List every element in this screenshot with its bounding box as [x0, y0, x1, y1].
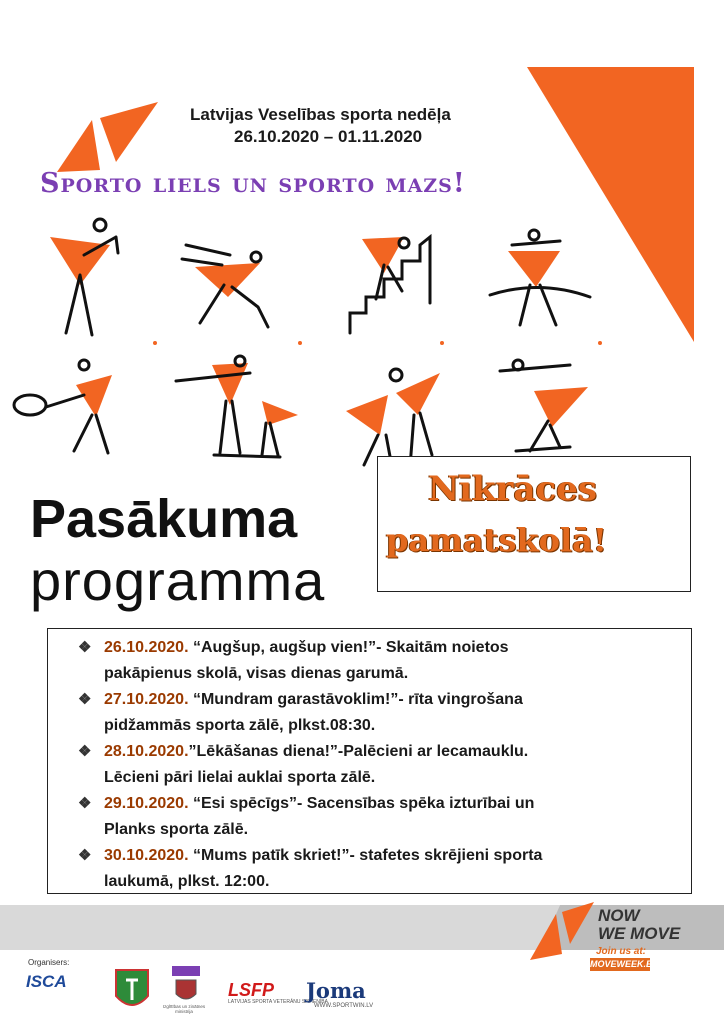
program-date: 26.10.2020. — [104, 639, 189, 656]
program-item — [78, 687, 681, 739]
lsfp-caption: LATVIJAS SPORTA VETERĀNU SAVIENĪBA — [228, 999, 328, 1005]
program-text-line2: pidžammās sporta zālē, plkst.08:30. — [104, 717, 376, 734]
event-title: Latvijas Veselības sporta nedēļa — [190, 105, 451, 124]
program-item — [78, 791, 681, 843]
isca-logo: ISCA — [26, 972, 67, 991]
moveweek-line1: NOW — [598, 906, 640, 925]
figure-skateboarder — [500, 360, 588, 451]
slogan: Sporto liels un sporto mazs! — [40, 168, 466, 199]
diamond-bullet-icon: ❖ — [78, 743, 92, 760]
figure-balance — [490, 230, 590, 325]
diamond-bullet-icon: ❖ — [78, 639, 92, 656]
school-box — [377, 456, 691, 592]
school-name-line2: pamatskolā! — [386, 521, 607, 559]
diamond-bullet-icon: ❖ — [78, 691, 92, 708]
program-date: 27.10.2020. — [104, 691, 189, 708]
program-title — [30, 488, 325, 612]
program-text: “Mums patīk skriet!”- stafetes skrējieni sporta — [188, 847, 543, 864]
program-list — [47, 628, 692, 894]
school-name-line1: Nīkrāces — [428, 469, 597, 509]
figure-skaters — [176, 356, 298, 457]
diamond-bullet-icon: ❖ — [78, 847, 92, 864]
program-text-line2: laukumā, plkst. 12:00. — [104, 873, 270, 890]
figure-tennis-player — [14, 360, 112, 453]
program-item — [78, 843, 681, 895]
program-text-line2: pakāpienus skolā, visas dienas garumā. — [104, 665, 409, 682]
ministry-coat-of-arms-icon — [166, 966, 206, 1004]
event-dates: 26.10.2020 – 01.11.2020 — [234, 127, 423, 146]
diamond-bullet-icon: ❖ — [78, 795, 92, 812]
joma-logo: Joma — [306, 978, 366, 1003]
joma-caption: WWW.SPORTWIN.LV — [314, 1003, 374, 1009]
program-title-line1: Pasākuma — [30, 489, 298, 549]
organisers-label: Organisers: — [28, 958, 70, 967]
figure-ball-player — [50, 219, 118, 335]
program-text: “Mundram garastāvoklim!”- rīta vingrošana — [188, 691, 523, 708]
program-item — [78, 739, 681, 791]
event-header — [190, 104, 510, 148]
program-text: ”Lēkāšanas diena!”-Palēcieni ar lecamauklu. — [188, 743, 529, 760]
ltsa-logo-icon — [112, 966, 152, 1014]
program-title-line2: programma — [30, 549, 326, 612]
figure-dancers — [346, 369, 440, 467]
program-date: 29.10.2020. — [104, 795, 189, 812]
ministry-caption: Izglītības un zinātnes ministrija — [162, 1004, 206, 1014]
lsfp-logo: LSFP — [228, 980, 275, 1000]
program-date: 28.10.2020. — [104, 743, 189, 760]
moveweek-line2: WE MOVE — [598, 924, 681, 943]
program-text: “Esi spēcīgs”- Sacensības spēka izturībai un — [188, 795, 535, 812]
program-text-line2: Lēcieni pāri lielai auklai sporta zālē. — [104, 769, 376, 786]
program-date: 30.10.2020. — [104, 847, 189, 864]
program-item — [78, 635, 681, 687]
sport-figures-illustration — [0, 215, 724, 485]
figure-stairs-climber — [350, 237, 430, 333]
program-text-line2: Planks sporta zālē. — [104, 821, 249, 838]
moveweek-slogan — [598, 907, 680, 943]
moveweek-join: Join us at: — [596, 946, 647, 957]
moveweek-web: MOVEWEEK.EU — [590, 959, 659, 969]
figure-runner — [182, 245, 268, 327]
program-text: “Augšup, augšup vien!”- Skaitām noietos — [188, 639, 509, 656]
